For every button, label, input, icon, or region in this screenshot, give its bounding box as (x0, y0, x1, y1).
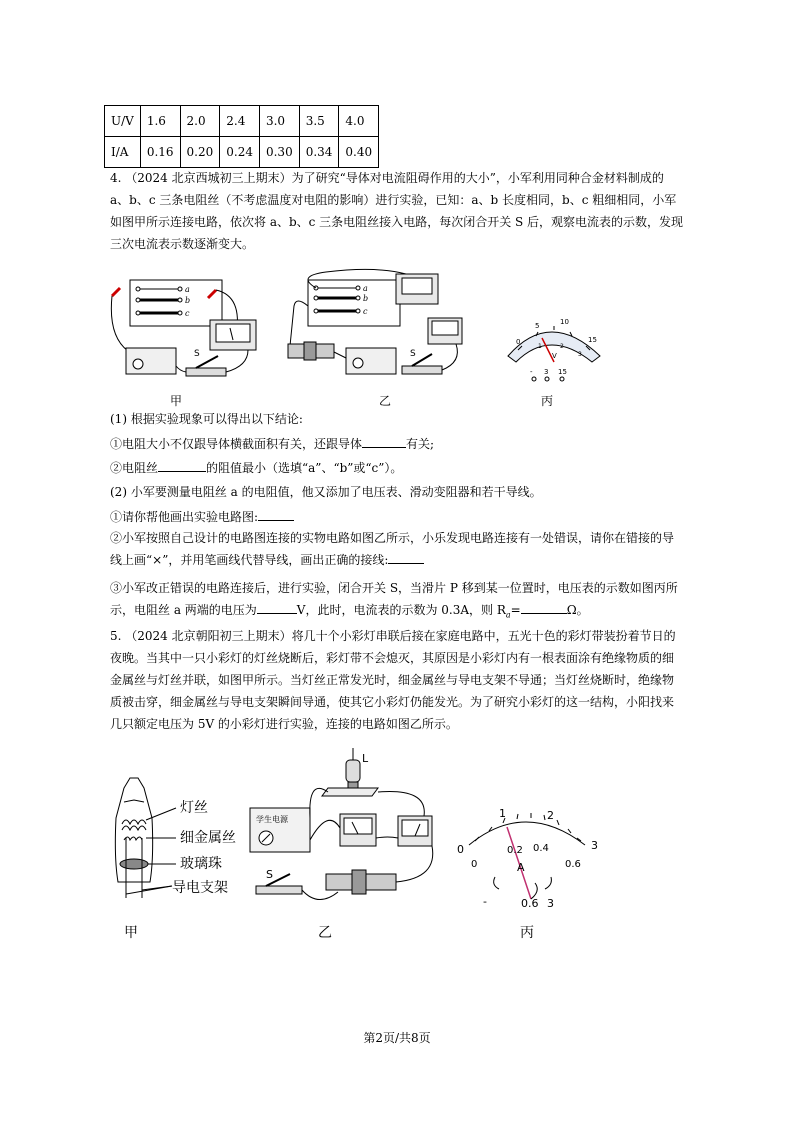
q4-p1-b: ②电阻丝 的阻值最小（选填“a”、“b”或“c”）。 (110, 461, 403, 475)
bulb-label-bead: 玻璃珠 (180, 856, 222, 872)
wire-label: c (185, 309, 190, 318)
table-row (105, 106, 379, 137)
fig-label-jia: 甲 (170, 394, 183, 408)
scale-label: 2 (547, 809, 554, 822)
scale-label: 1 (499, 807, 506, 820)
table-cell: 0.16 (140, 137, 180, 168)
page-footer: 第2页/共8页 (363, 1031, 431, 1045)
terminal-label: - (483, 895, 487, 908)
scale-label: 2 (560, 343, 564, 350)
table-cell: 1.6 (140, 106, 180, 137)
data-table (104, 105, 379, 168)
power-label: 学生电源 (256, 815, 288, 824)
terminal-label: 3 (544, 368, 549, 376)
scale-label: 15 (588, 336, 597, 344)
q4-p1-a: ①电阻大小不仅跟导体横截面积有关，还跟导体 有关; (110, 437, 435, 451)
table-cell: 4.0 (339, 106, 379, 137)
wire-label: b (363, 294, 369, 303)
switch-label: S (194, 349, 200, 359)
answer-blank[interactable] (257, 601, 297, 614)
scale-label: 0 (471, 859, 478, 870)
bulb-label-wire: 细金属丝 (180, 830, 236, 846)
fig-label-jia: 甲 (124, 925, 138, 941)
q5-figure-yi-circuit (248, 748, 448, 918)
terminal-label: - (530, 368, 533, 376)
table-cell: 2.0 (180, 106, 220, 137)
wire-label: c (363, 307, 368, 316)
table-cell: 0.20 (180, 137, 220, 168)
table-head: U/V (105, 106, 141, 137)
lamp-label: L (362, 752, 369, 765)
q4-p2-c: ③小军改正错误的电路连接后，进行实验，闭合开关 S，当滑片 P 移到某一位置时，电压表的示数如图丙所示，电阻丝 a 两端的电压为 V，此时，电流表的示数为 0.3A，则 $R_a= \Omega$。 (110, 581, 678, 620)
scale-label: 1 (538, 343, 542, 350)
wire-label: b (185, 296, 191, 305)
answer-blank[interactable] (158, 459, 206, 472)
scale-label: 3 (591, 839, 598, 852)
scale-label: 0 (516, 338, 521, 346)
terminal-label: 3 (547, 897, 554, 910)
scale-label: 0.2 (507, 845, 523, 856)
table-cell: 0.34 (299, 137, 339, 168)
q4-p2-b: ②小军按照自己设计的电路图连接的实物电路如图乙所示，小乐发现电路连接有一处错误，请你在错接的导线上画“×”，并用笔画线代替导线，画出正确的接线: (110, 531, 675, 567)
q5-figure-bing-ammeter (455, 805, 605, 915)
fig-label-bing: 丙 (541, 394, 554, 408)
answer-blank[interactable] (388, 551, 424, 564)
q5-intro: 5. （2024 北京朝阳初三上期末）将几十个小彩灯串联后接在家庭电路中，五光十色的彩灯带装扮着节日的夜晚。当其中一只小彩灯的灯丝烧断后，彩灯带不会熄灭，其原因是小彩灯内有一根表面涂有绝缘物质的细金属丝与灯丝并联，如图甲所示。当灯丝正常发光时，细金属丝与导电支架不导通；当灯丝烧断时，绝缘物质被击穿，细金属丝与导电支架瞬间导通，使其它小彩灯仍能发光。为了研究小彩灯的这一结构，小阳找来几只额定电压为 5V 的小彩灯进行实验，连接的电路如图乙所示。 (110, 629, 676, 731)
meter-unit: V (552, 352, 557, 360)
terminal-label: 0.6 (521, 897, 539, 910)
table-row (105, 137, 379, 168)
answer-blank[interactable] (521, 601, 567, 614)
fig-label-yi: 乙 (318, 925, 332, 941)
answer-blank[interactable] (258, 508, 294, 521)
q4-p2-a: ①请你帮他画出实验电路图: (110, 508, 294, 525)
scale-label: 3 (578, 351, 582, 358)
scale-label: 10 (560, 318, 569, 326)
q5-figure-jia-bulb (110, 778, 240, 918)
wire-label: a (363, 284, 368, 293)
table-cell: 0.40 (339, 137, 379, 168)
switch-label: S (266, 868, 273, 881)
scale-label: 0.6 (565, 859, 581, 870)
table-cell: 3.0 (259, 106, 299, 137)
fig-label-yi: 乙 (379, 394, 392, 408)
table-head: I/A (105, 137, 141, 168)
bulb-label-support: 导电支架 (172, 880, 228, 896)
bulb-label-filament: 灯丝 (180, 800, 208, 816)
table-cell: 0.24 (220, 137, 260, 168)
wire-label: a (185, 285, 190, 294)
q4-figure-jia (108, 276, 268, 386)
switch-label: S (410, 349, 416, 359)
table-cell: 0.30 (259, 137, 299, 168)
scale-label: 5 (535, 322, 540, 330)
q4-intro: 4. （2024 北京西城初三上期末）为了研究“导体对电流阻碍作用的大小”，小军利用同种合金材料制成的 a、b、c 三条电阻丝（不考虑温度对电阻的影响）进行实验，已知：a、b 长度相同，b、c 粗细相同，小军如图甲所示连接电路，依次将 a、b、c 三条电阻丝接入电路，每次闭合开关 S 后，观察电流表的示数，发现三次电流表示数逐渐变大。 (110, 171, 684, 251)
terminal-label: 15 (558, 368, 567, 376)
fig-label-bing: 丙 (520, 925, 534, 941)
q4-figure-bing-voltmeter (500, 312, 610, 382)
answer-blank[interactable] (362, 435, 406, 448)
table-cell: 2.4 (220, 106, 260, 137)
scale-label: 0 (457, 843, 464, 856)
table-cell: 3.5 (299, 106, 339, 137)
q4-p1-head: (1) 根据实验现象可以得出以下结论: (110, 412, 303, 426)
q4-p2-head: (2) 小军要测量电阻丝 a 的电阻值，他又添加了电压表、滑动变阻器和若干导线。 (110, 485, 542, 499)
q4-figure-yi (286, 266, 466, 386)
scale-label: 0.4 (533, 843, 549, 854)
meter-unit: A (517, 861, 525, 874)
